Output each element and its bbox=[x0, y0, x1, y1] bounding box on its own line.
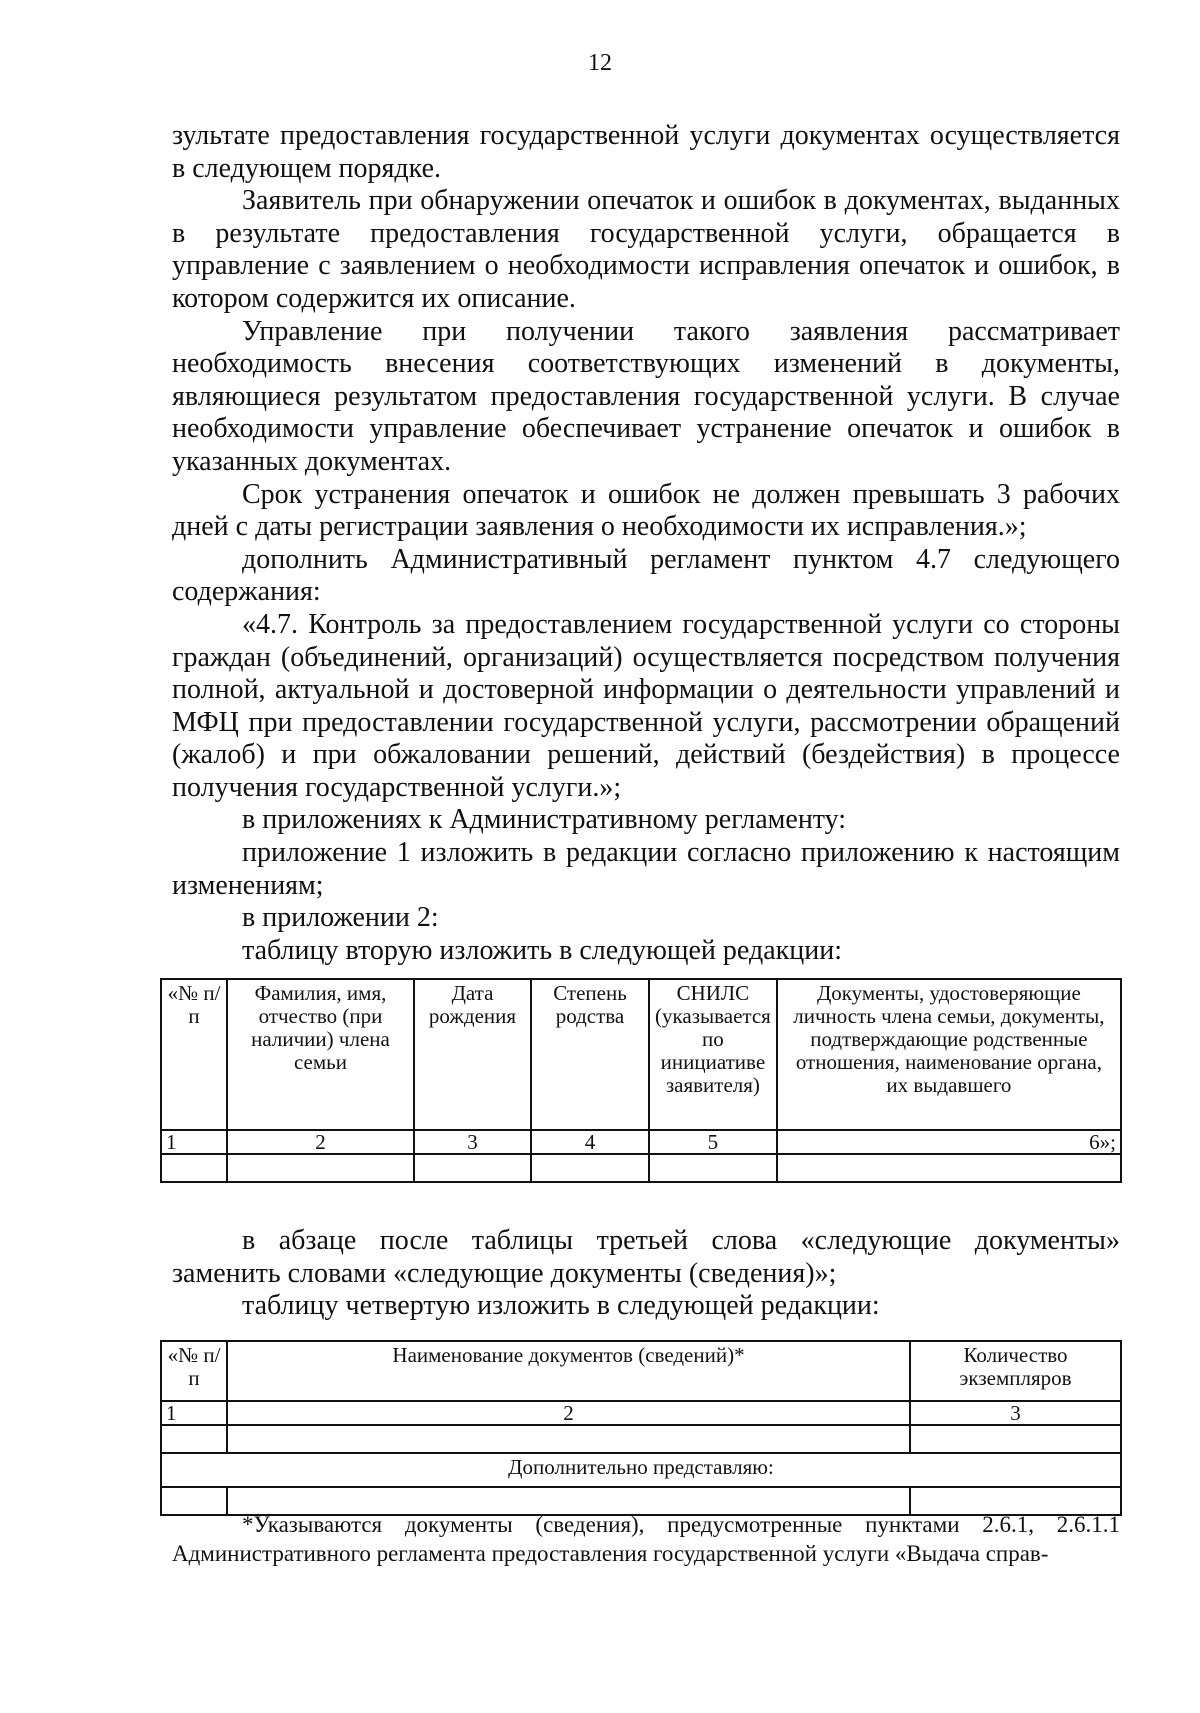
empty-cell bbox=[910, 1425, 1121, 1453]
empty-cell bbox=[161, 1154, 227, 1182]
paragraph: в приложениях к Административному регламенту: bbox=[242, 804, 847, 836]
footnote-text: *Указываются документы (сведения), предусмотренные пунктами 2.6.1, 2.6.1.1 Административного регламента предоставления государственной услуги «Выдача справ- bbox=[172, 1512, 1120, 1566]
paragraph: в приложении 2: bbox=[242, 902, 439, 934]
paragraph: «4.7. Контроль за предоставлением государственной услуги со стороны граждан (объединений, организаций) осуществляется посредством получения полной, актуальной и достоверной информации о деятельности управлений и МФЦ при предоставлении государственной услуги, рассмотрении обращений (жалоб) и при обжаловании решений, действий (бездействия) в процессе получения государственной услуги.»; bbox=[172, 608, 1120, 803]
column-number: 5 bbox=[649, 1130, 777, 1154]
header-cell-document-name: Наименование документов (сведений)* bbox=[227, 1341, 910, 1401]
header-cell-snils: СНИЛС (указывается по инициативе заявителя) bbox=[649, 979, 777, 1130]
column-number: 1 bbox=[161, 1401, 227, 1425]
header-cell-birthdate: Дата рождения bbox=[414, 979, 531, 1130]
additional-label: Дополнительно представляю: bbox=[161, 1453, 1121, 1487]
header-cell-relation: Степень родства bbox=[531, 979, 649, 1130]
column-number: 2 bbox=[227, 1401, 910, 1425]
family-members-table bbox=[160, 978, 1122, 1183]
header-cell-documents: Документы, удостоверяющие личность члена семьи, документы, подтверждающие родственные отношения, наименование органа, их выдавшего bbox=[777, 979, 1121, 1130]
header-cell-number: «№ п/п bbox=[161, 979, 227, 1130]
paragraph: Срок устранения опечаток и ошибок не должен превышать 3 рабочих дней с даты регистрации заявления о необходимости их исправления.»; bbox=[172, 478, 1120, 543]
footnote bbox=[172, 1510, 1120, 1568]
empty-cell bbox=[777, 1154, 1121, 1182]
paragraph: дополнить Административный регламент пунктом 4.7 следующего содержания: bbox=[172, 543, 1120, 608]
empty-cell bbox=[531, 1154, 649, 1182]
paragraph: таблицу четвертую изложить в следующей редакции: bbox=[242, 1290, 880, 1322]
documents-table bbox=[160, 1340, 1122, 1516]
table-number-row bbox=[161, 1401, 1121, 1425]
text-between-tables bbox=[172, 1225, 1120, 1323]
paragraph: приложение 1 изложить в редакции согласно приложению к настоящим изменениям; bbox=[172, 837, 1120, 901]
paragraph: зультате предоставления государственной услуги документах осуществляется в следующем порядке. bbox=[172, 120, 1120, 184]
paragraph: Заявитель при обнаружении опечаток и ошибок в документах, выданных в результате предоставления государственной услуги, обращается в управление с заявлением о необходимости исправления опечаток и ошибок, в котором содержится их описание. bbox=[172, 185, 1120, 314]
paragraph: Управление при получении такого заявления рассматривает необходимость внесения соответствующих изменений в документы, являющиеся результатом предоставления государственной услуги. В случае необходимости управление обеспечивает устранение опечаток и ошибок в указанных документах. bbox=[172, 315, 1120, 477]
empty-cell bbox=[227, 1154, 414, 1182]
table-empty-row bbox=[161, 1154, 1121, 1182]
empty-cell bbox=[161, 1425, 227, 1453]
column-number: 3 bbox=[414, 1130, 531, 1154]
table-additional-row bbox=[161, 1453, 1121, 1487]
empty-cell bbox=[414, 1154, 531, 1182]
table-number-row bbox=[161, 1130, 1121, 1154]
paragraph: в абзаце после таблицы третьей слова «следующие документы» заменить словами «следующие документы (сведения)»; bbox=[172, 1225, 1120, 1289]
paragraph: таблицу вторую изложить в следующей редакции: bbox=[242, 934, 842, 966]
empty-cell bbox=[649, 1154, 777, 1182]
table-empty-row bbox=[161, 1425, 1121, 1453]
table-header-row bbox=[161, 1341, 1121, 1401]
table-header-row bbox=[161, 979, 1121, 1130]
column-number: 3 bbox=[910, 1401, 1121, 1425]
empty-cell bbox=[227, 1425, 910, 1453]
column-number: 4 bbox=[531, 1130, 649, 1154]
page-number: 12 bbox=[588, 50, 612, 76]
header-cell-copies: Количество экземпляров bbox=[910, 1341, 1121, 1401]
header-cell-number: «№ п/п bbox=[161, 1341, 227, 1401]
header-cell-fullname: Фамилия, имя, отчество (при наличии) члена семьи bbox=[227, 979, 414, 1130]
main-text bbox=[172, 120, 1120, 967]
column-number: 6»; bbox=[777, 1130, 1121, 1154]
column-number: 1 bbox=[161, 1130, 227, 1154]
column-number: 2 bbox=[227, 1130, 414, 1154]
